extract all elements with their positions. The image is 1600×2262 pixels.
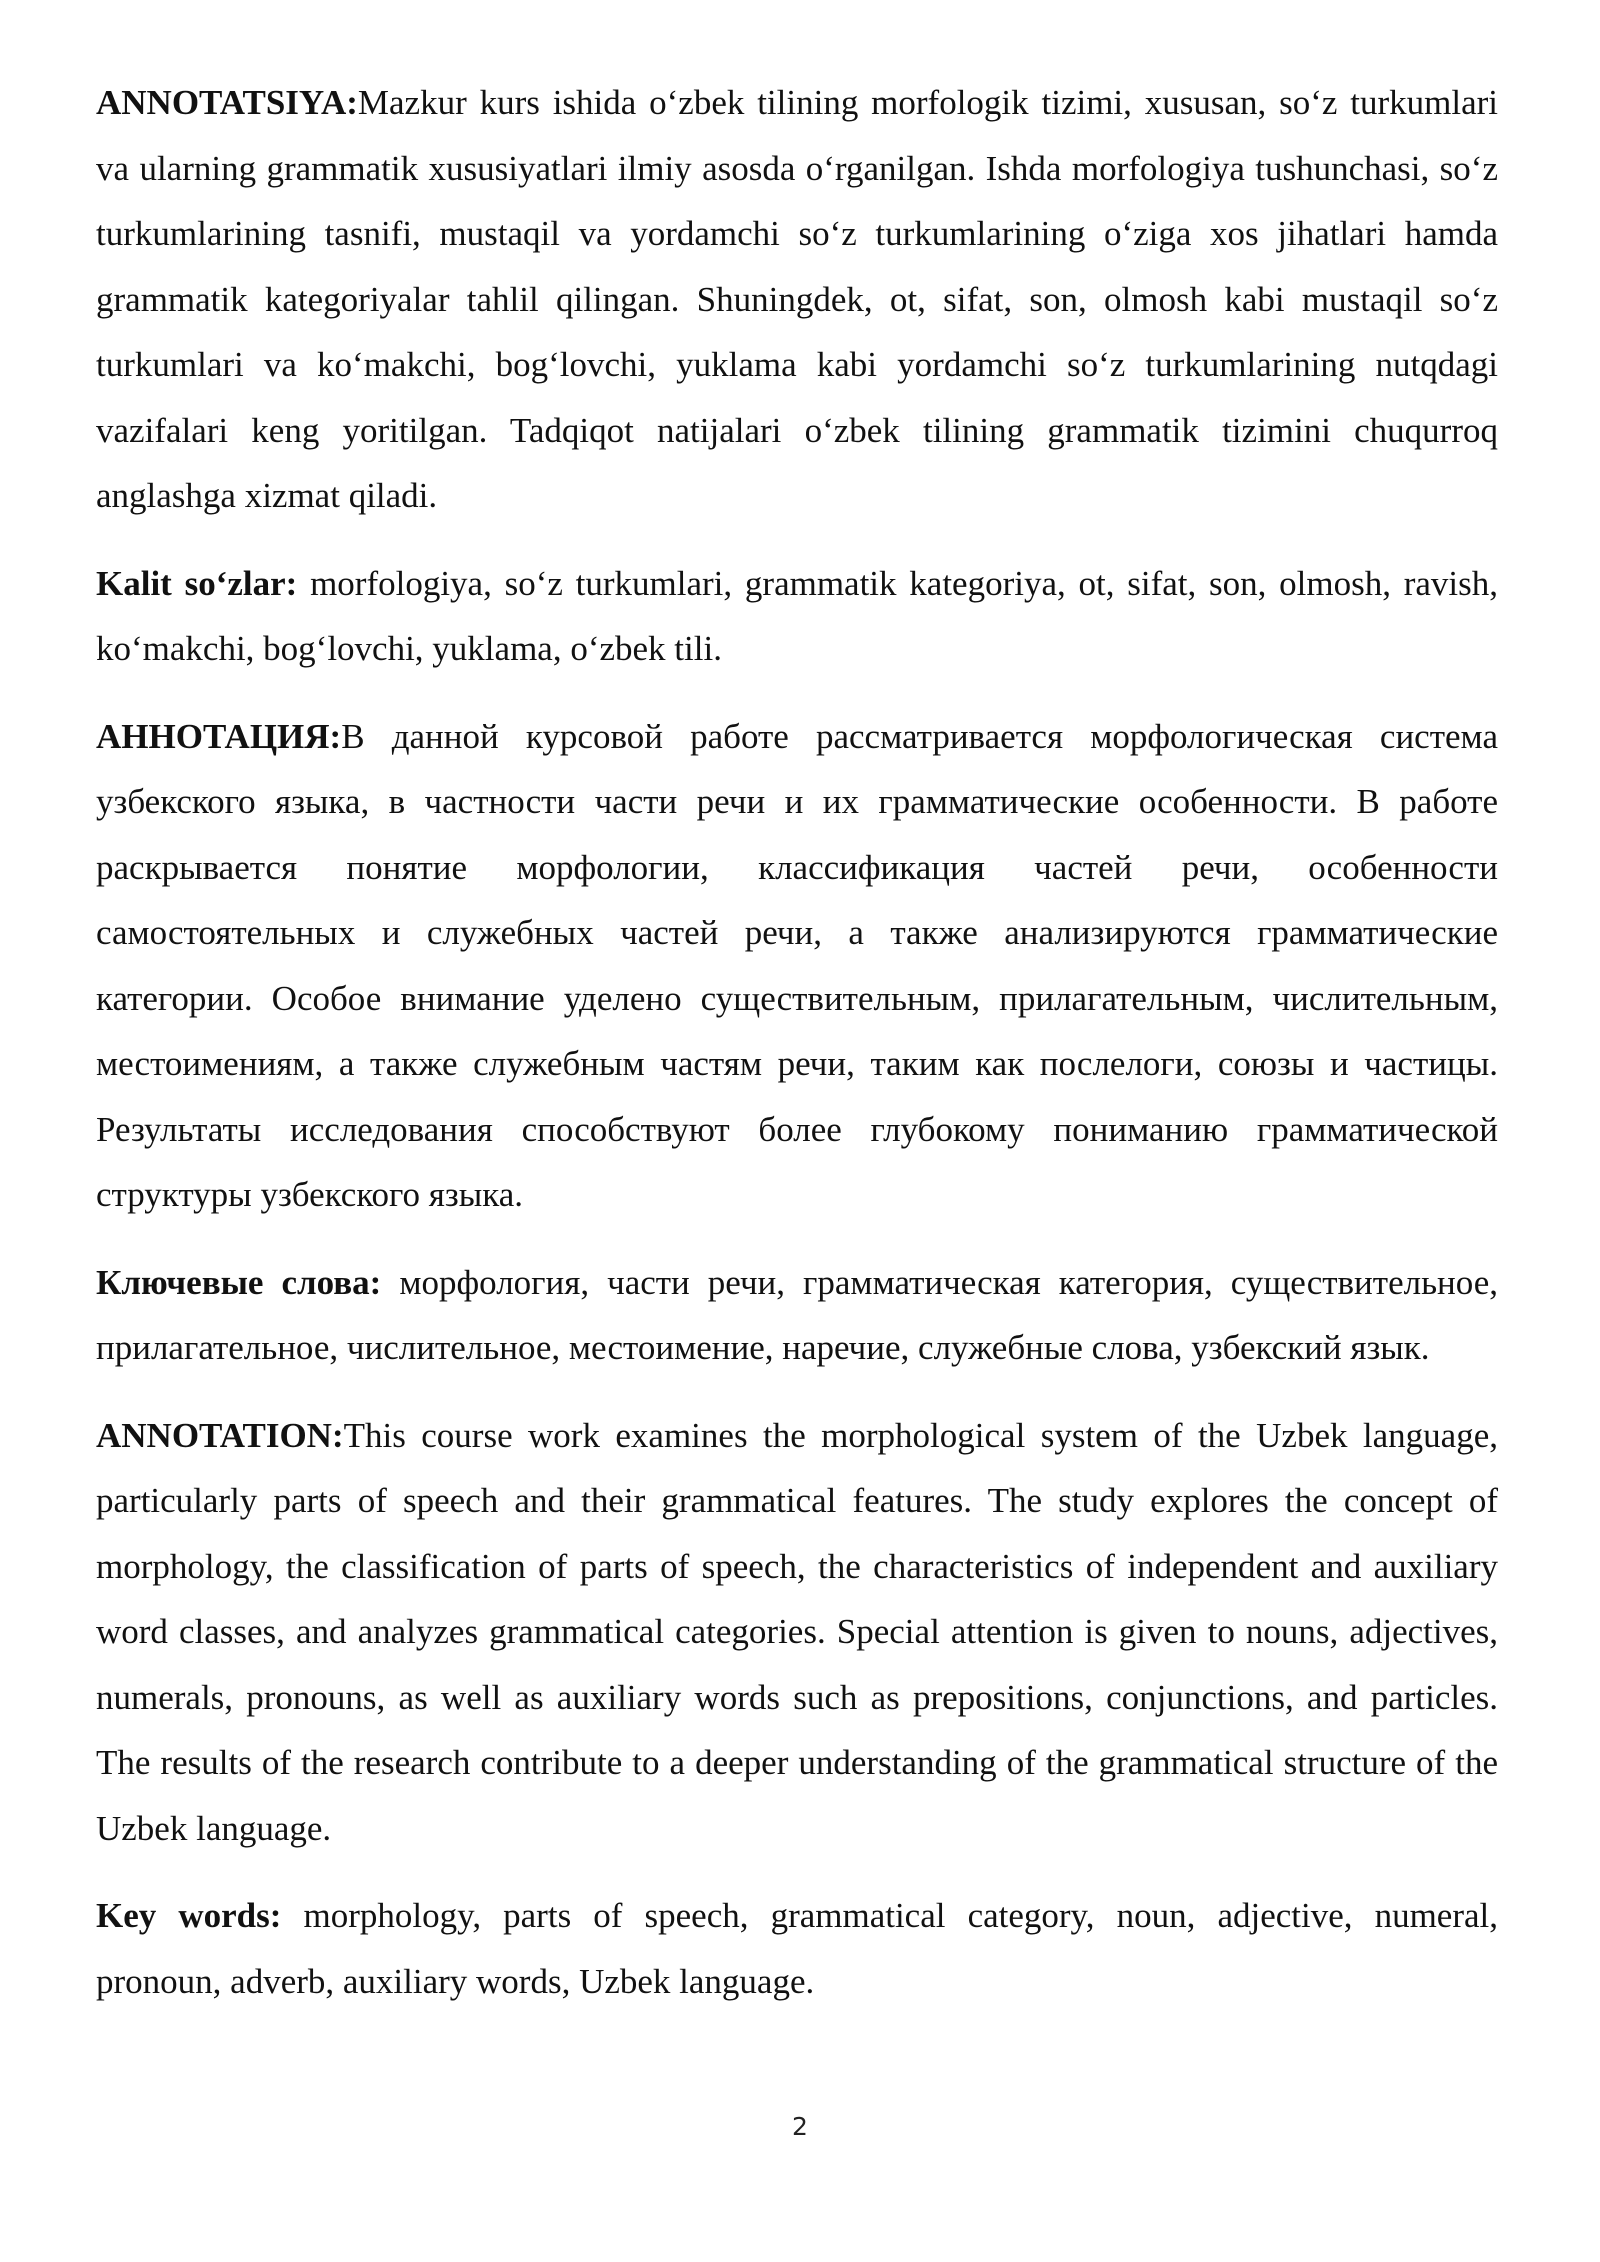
keywords-uzbek bbox=[96, 551, 1498, 682]
page-number: 2 bbox=[792, 2112, 808, 2141]
annotation-english-label: ANNOTATION: bbox=[96, 1415, 344, 1455]
keywords-english-text: morphology, parts of speech, grammatical category, noun, adjective, numeral, pronoun, adverb, auxiliary words, Uzbek language. bbox=[96, 1896, 1499, 2001]
annotation-russian bbox=[96, 704, 1498, 1228]
annotation-english-text: This course work examines the morphological system of the Uzbek language, particularly parts of speech and their grammatical features. The study explores the concept of morphology, the classification of parts of speech, the characteristics of independent and auxiliary word classes, and analyzes grammatical categories. Special attention is given to nouns, adjectives, numerals, pronouns, as well as auxiliary words such as prepositions, conjunctions, and particles. The results of the research contribute to a deeper understanding of the grammatical structure of the Uzbek language. bbox=[96, 1415, 1498, 1848]
keywords-russian-label: Ключевые слова: bbox=[96, 1262, 382, 1302]
annotation-english bbox=[96, 1403, 1498, 1862]
annotation-russian-label: АННОТАЦИЯ: bbox=[96, 716, 342, 756]
keywords-russian bbox=[96, 1250, 1498, 1381]
annotation-uzbek-label: ANNOTATSIYA: bbox=[96, 83, 358, 122]
annotation-russian-text: В данной курсовой работе рассматривается морфологическая система узбекского языка, в частности части речи и их грамматические особенности. В работе раскрывается понятие морфологии, классификация частей речи, особенности самостоятельных и служебных частей речи, а также анализируются грамматические категории. Особое внимание уделено существительным, прилагательным, числительным, местоимениям, а также служебным частям речи, таким как послелоги, союзы и частицы. Результаты исследования способствуют более глубокому пониманию грамматической структуры узбекского языка. bbox=[96, 716, 1498, 1214]
keywords-english-label: Key words: bbox=[96, 1896, 282, 1935]
keywords-russian-text: морфология, части речи, грамматическая категория, существительное, прилагательное, числительное, местоимение, наречие, служебные слова, узбекский язык. bbox=[96, 1262, 1498, 1367]
keywords-uzbek-text: morfologiya, soʻz turkumlari, grammatik kategoriya, ot, sifat, son, olmosh, ravish, koʻmakchi, bogʻlovchi, yuklama, oʻzbek tili. bbox=[96, 563, 1498, 668]
document-page bbox=[96, 70, 1498, 2036]
annotation-uzbek-text: Mazkur kurs ishida oʻzbek tilining morfologik tizimi, xususan, soʻz turkumlari va ularning grammatik xususiyatlari ilmiy asosda oʻrganilgan. Ishda morfologiya tushunchasi, soʻz turkumlarining tasnifi, mustaqil va yordamchi soʻz turkumlarining oʻziga xos jihatlari hamda grammatik kategoriyalar tahlil qilingan. Shuningdek, ot, sifat, son, olmosh kabi mustaqil soʻz turkumlari va koʻmakchi, bogʻlovchi, yuklama kabi yordamchi soʻz turkumlarining nutqdagi vazifalari keng yoritilgan. Tadqiqot natijalari oʻzbek tilining grammatik tizimini chuqurroq anglashga xizmat qiladi. bbox=[96, 83, 1498, 515]
keywords-uzbek-label: Kalit soʻzlar: bbox=[96, 563, 298, 603]
annotation-uzbek bbox=[96, 70, 1498, 529]
keywords-english bbox=[96, 1883, 1498, 2014]
